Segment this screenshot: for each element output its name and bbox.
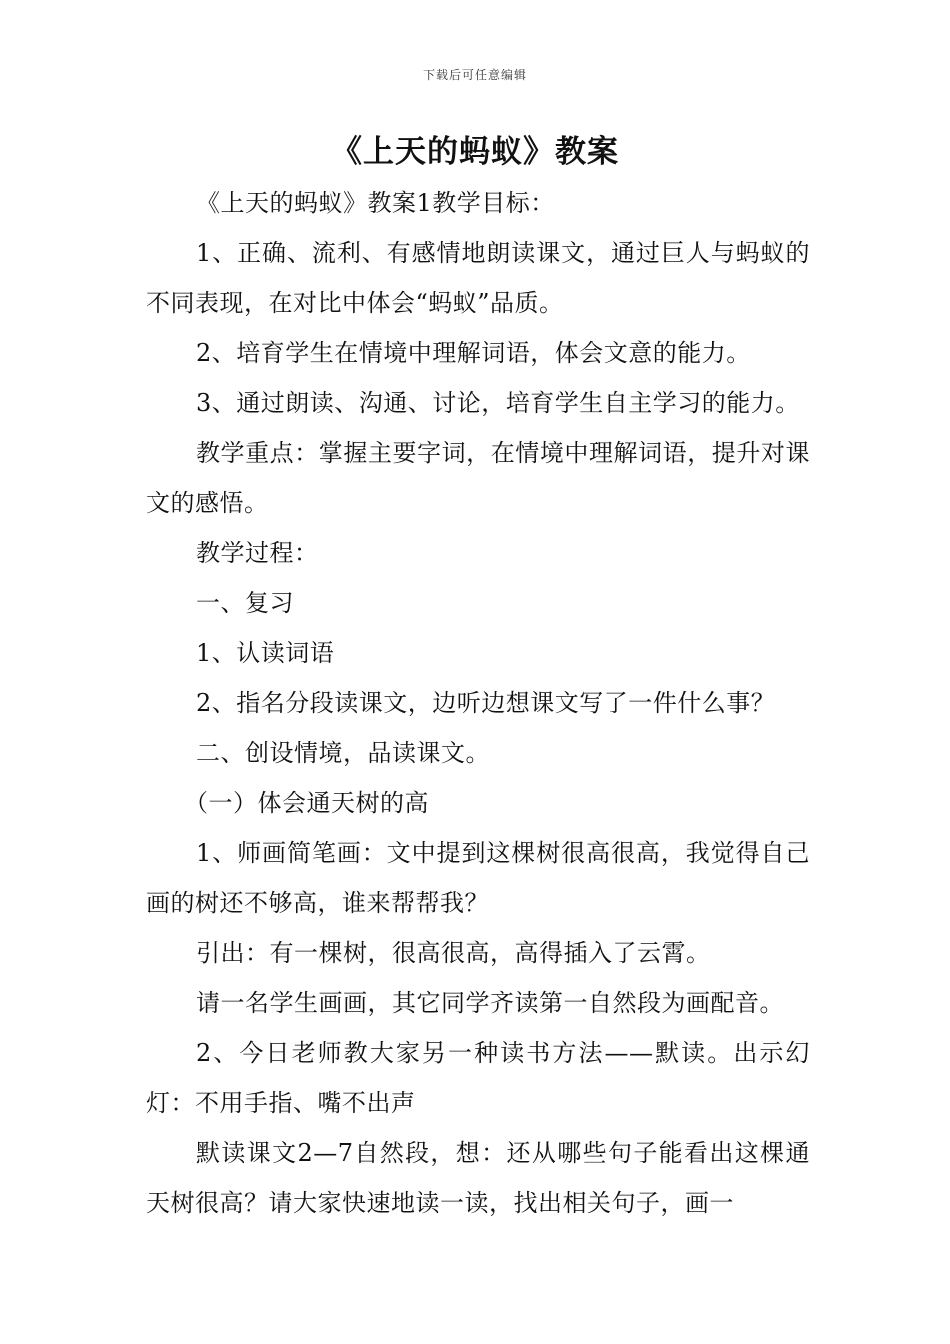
paragraph: 《上天的蚂蚁》教案1教学目标：	[196, 189, 555, 217]
header-note: 下载后可任意编辑	[422, 68, 527, 82]
paragraph: 引出：有一棵树，很高很高，高得插入了云霄。	[196, 939, 711, 967]
paragraph: 2、指名分段读课文，边听边想课文写了一件什么事？	[196, 689, 776, 717]
paragraph: 1、认读词语	[196, 639, 335, 667]
paragraph: 教学过程：	[196, 539, 319, 567]
document-body	[146, 178, 810, 1228]
paragraph: 2、今日老师教大家另一种读书方法——默读。出示幻灯：不用手指、嘴不出声	[146, 1039, 810, 1117]
paragraph: 1、师画简笔画：文中提到这棵树很高很高，我觉得自己画的树还不够高，谁来帮帮我？	[146, 839, 810, 917]
paragraph: 1、正确、流利、有感情地朗读课文，通过巨人与蚂蚁的不同表现，在对比中体会“蚂蚁”品质。	[146, 239, 810, 317]
paragraph: 教学重点：掌握主要字词，在情境中理解词语，提升对课文的感悟。	[146, 439, 810, 517]
paragraph: 一、复习	[196, 589, 294, 617]
paragraph: （一）体会通天树的高	[184, 789, 429, 817]
paragraph: 二、创设情境，品读课文。	[196, 739, 490, 767]
paragraph: 3、通过朗读、沟通、讨论，培育学生自主学习的能力。	[196, 389, 800, 417]
paragraph: 2、培育学生在情境中理解词语，体会文意的能力。	[196, 339, 751, 367]
paragraph: 请一名学生画画，其它同学齐读第一自然段为画配音。	[196, 989, 784, 1017]
document-title: 《上天的蚂蚁》教案	[331, 134, 619, 170]
paragraph: 默读课文2—7自然段，想：还从哪些句子能看出这棵通天树很高？请大家快速地读一读，找出相关句子，画一	[146, 1139, 810, 1217]
